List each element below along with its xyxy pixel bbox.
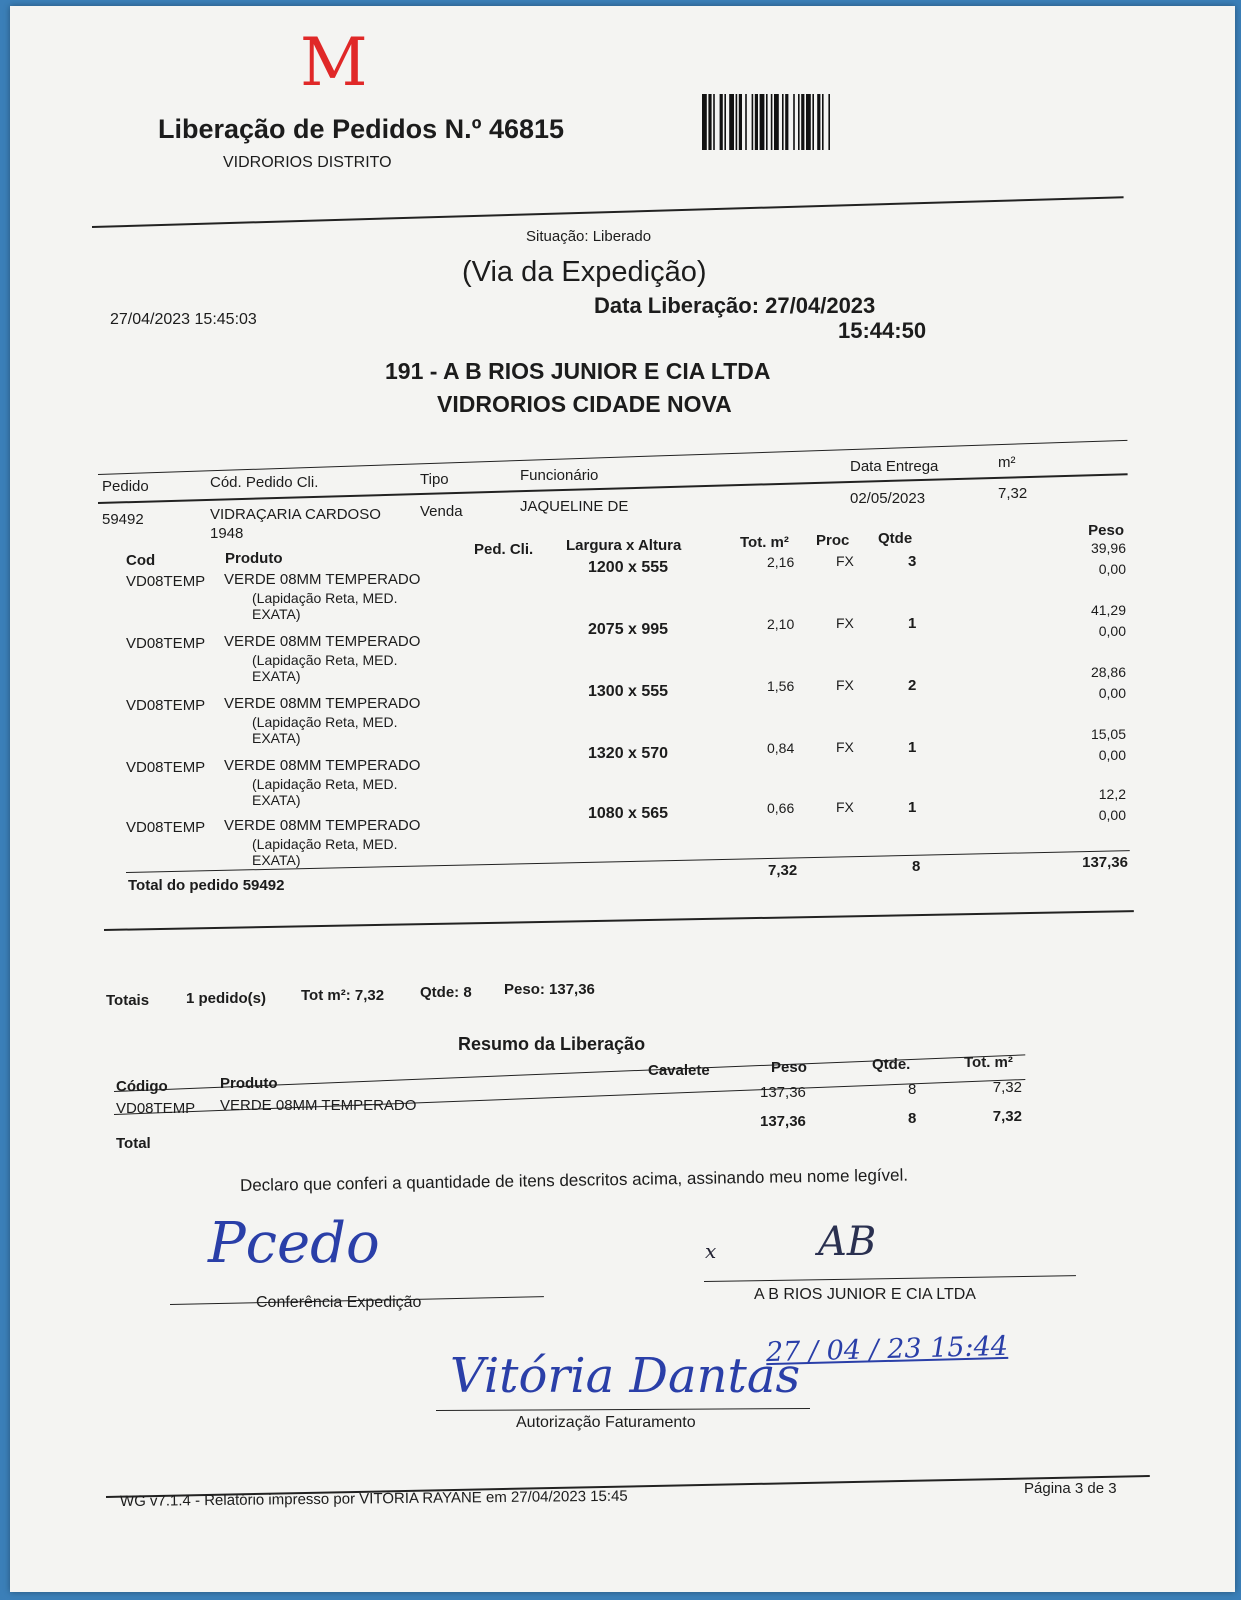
summary-row-product: VERDE 08MM TEMPERADO — [220, 1097, 417, 1114]
footer-page-number: Página 3 de 3 — [1024, 1480, 1117, 1497]
items-col-qtde: Qtde — [878, 530, 913, 547]
item-qtde: 2 — [908, 677, 917, 694]
item-tot-m2: 2,16 — [767, 554, 795, 570]
item-finish: (Lapidação Reta, MED. — [252, 836, 398, 852]
document-title: Liberação de Pedidos N.º 46815 — [158, 114, 565, 144]
order-m2: 7,32 — [998, 485, 1028, 502]
summary-col-produto: Produto — [220, 1075, 278, 1092]
client-x-mark: x — [705, 1239, 717, 1263]
item-product: VERDE 08MM TEMPERADO — [224, 757, 421, 774]
summary-col-qtde: Qtde. — [872, 1056, 911, 1073]
label-pedido: Pedido — [102, 478, 149, 495]
client-signature: AB — [818, 1219, 877, 1265]
status-text: Situação: Liberado — [526, 228, 652, 245]
items-col-dimensions: Largura x Altura — [566, 537, 682, 554]
item-product: VERDE 08MM TEMPERADO — [224, 571, 421, 588]
item-code: VD08TEMP — [126, 635, 206, 652]
label-cod-pedido-cli: Cód. Pedido Cli. — [210, 474, 319, 491]
document-page — [10, 6, 1235, 1592]
totals-qtde: Qtde: 8 — [420, 984, 472, 1001]
item-tot-m2: 2,10 — [767, 616, 795, 632]
label-funcionario: Funcionário — [520, 467, 599, 484]
barcode — [702, 94, 886, 152]
item-code: VD08TEMP — [126, 697, 206, 714]
order-total-m2: 7,32 — [768, 862, 798, 879]
item-finish-2: EXATA) — [252, 668, 301, 684]
summary-row-qtde: 8 — [908, 1081, 917, 1098]
expedition-signature: Pcedo — [208, 1211, 380, 1276]
summary-col-cavalete: Cavalete — [648, 1062, 710, 1079]
summary-col-tot-m2: Tot. m² — [964, 1054, 1013, 1071]
order-total-label: Total do pedido 59492 — [128, 877, 285, 894]
billing-sign-label: Autorização Faturamento — [516, 1414, 696, 1431]
label-m2: m² — [998, 454, 1016, 471]
items-col-tot-m2: Tot. m² — [740, 534, 789, 551]
client-store: VIDRORIOS CIDADE NOVA — [437, 391, 732, 417]
totals-orders: 1 pedido(s) — [186, 990, 267, 1007]
totals-m2: Tot m²: 7,32 — [301, 987, 385, 1004]
item-tot-m2: 0,84 — [767, 740, 795, 756]
item-finish: (Lapidação Reta, MED. — [252, 590, 398, 606]
summary-total-peso: 137,36 — [760, 1113, 806, 1130]
summary-row-m2: 7,32 — [992, 1079, 1022, 1096]
item-code: VD08TEMP — [126, 819, 206, 836]
item-product: VERDE 08MM TEMPERADO — [224, 633, 421, 650]
order-total-peso: 137,36 — [1082, 854, 1128, 871]
client-order-code: VIDRAÇARIA CARDOSO — [210, 506, 381, 523]
item-proc: FX — [836, 739, 854, 755]
item-peso-2: 0,00 — [1098, 685, 1126, 701]
item-dimensions: 1200 x 555 — [588, 559, 669, 576]
item-peso: 15,05 — [1090, 726, 1126, 742]
expedition-sign-label: Conferência Expedição — [256, 1294, 422, 1311]
item-qtde: 3 — [908, 553, 917, 570]
delivery-date: 02/05/2023 — [850, 490, 926, 507]
items-col-ped-cli: Ped. Cli. — [474, 541, 534, 558]
header-divider — [92, 196, 1124, 228]
item-peso: 41,29 — [1090, 602, 1126, 618]
summary-col-codigo: Código — [116, 1078, 168, 1095]
item-proc: FX — [836, 677, 854, 693]
item-peso: 28,86 — [1090, 664, 1126, 680]
item-qtde: 1 — [908, 799, 917, 816]
item-proc: FX — [836, 799, 854, 815]
item-finish: (Lapidação Reta, MED. — [252, 776, 398, 792]
item-proc: FX — [836, 615, 854, 631]
client-sign-line — [704, 1275, 1076, 1282]
employee: JAQUELINE DE — [520, 498, 629, 515]
item-peso-2: 0,00 — [1098, 561, 1126, 577]
footer-printed-by: WG v7.1.4 - Relatório impresso por VITORIA RAYANE em 27/04/2023 15:45 — [119, 1487, 628, 1510]
summary-total-m2: 7,32 — [992, 1108, 1022, 1125]
label-data-entrega: Data Entrega — [850, 458, 939, 475]
item-tot-m2: 1,56 — [767, 678, 795, 694]
summary-title: Resumo da Liberação — [458, 1034, 646, 1054]
item-product: VERDE 08MM TEMPERADO — [224, 817, 421, 834]
item-finish-2: EXATA) — [252, 730, 301, 746]
client-order-code-2: 1948 — [210, 525, 244, 542]
item-qtde: 1 — [908, 739, 917, 756]
declaration-text: Declaro que conferi a quantidade de itens descritos acima, assinando meu nome legível. — [239, 1165, 909, 1195]
order-type: Venda — [420, 503, 463, 520]
item-dimensions: 1320 x 570 — [588, 745, 669, 762]
summary-total-qtde: 8 — [908, 1110, 917, 1127]
item-peso: 39,96 — [1090, 540, 1126, 556]
item-proc: FX — [836, 553, 854, 569]
item-code: VD08TEMP — [126, 759, 206, 776]
label-tipo: Tipo — [420, 471, 449, 488]
item-code: VD08TEMP — [126, 573, 206, 590]
item-dimensions: 2075 x 995 — [588, 621, 669, 638]
item-finish: (Lapidação Reta, MED. — [252, 652, 398, 668]
handwritten-mark: M — [300, 24, 368, 101]
billing-sign-line — [436, 1408, 810, 1411]
billing-signature: Vitória Dantas — [450, 1348, 801, 1404]
items-col-proc: Proc — [816, 532, 850, 549]
release-time: 15:44:50 — [838, 318, 927, 343]
item-finish-2: EXATA) — [252, 852, 301, 868]
summary-total-label: Total — [116, 1135, 151, 1152]
order-number: 59492 — [102, 511, 144, 528]
company-name: VIDRORIOS DISTRITO — [223, 154, 392, 171]
release-date: Data Liberação: 27/04/2023 — [594, 293, 876, 318]
item-finish-2: EXATA) — [252, 606, 301, 622]
item-tot-m2: 0,66 — [767, 800, 795, 816]
copy-type: (Via da Expedição) — [462, 256, 707, 288]
item-product: VERDE 08MM TEMPERADO — [224, 695, 421, 712]
summary-row-peso: 137,36 — [760, 1084, 806, 1101]
item-qtde: 1 — [908, 615, 917, 632]
items-col-peso: Peso — [1088, 522, 1124, 539]
client-name: 191 - A B RIOS JUNIOR E CIA LTDA — [385, 358, 771, 384]
item-dimensions: 1080 x 565 — [588, 805, 669, 822]
totals-label: Totais — [106, 992, 150, 1009]
client-sign-label: A B RIOS JUNIOR E CIA LTDA — [754, 1286, 976, 1303]
item-peso: 12,2 — [1098, 786, 1126, 802]
handwritten-date: 27 / 04 / 23 15:44 — [765, 1330, 1009, 1369]
order-total-qtde: 8 — [912, 858, 921, 875]
item-peso-2: 0,00 — [1098, 807, 1126, 823]
printed-timestamp: 27/04/2023 15:45:03 — [110, 311, 257, 328]
items-col-cod: Cod — [126, 552, 156, 569]
item-peso-2: 0,00 — [1098, 623, 1126, 639]
item-dimensions: 1300 x 555 — [588, 683, 669, 700]
items-col-produto: Produto — [225, 550, 283, 567]
item-peso-2: 0,00 — [1098, 747, 1126, 763]
item-finish-2: EXATA) — [252, 792, 301, 808]
order-top-line — [98, 440, 1127, 475]
item-finish: (Lapidação Reta, MED. — [252, 714, 398, 730]
summary-col-peso: Peso — [771, 1059, 807, 1076]
summary-row-code: VD08TEMP — [116, 1100, 196, 1117]
totals-peso: Peso: 137,36 — [504, 981, 595, 998]
order-bottom-line — [104, 910, 1134, 931]
